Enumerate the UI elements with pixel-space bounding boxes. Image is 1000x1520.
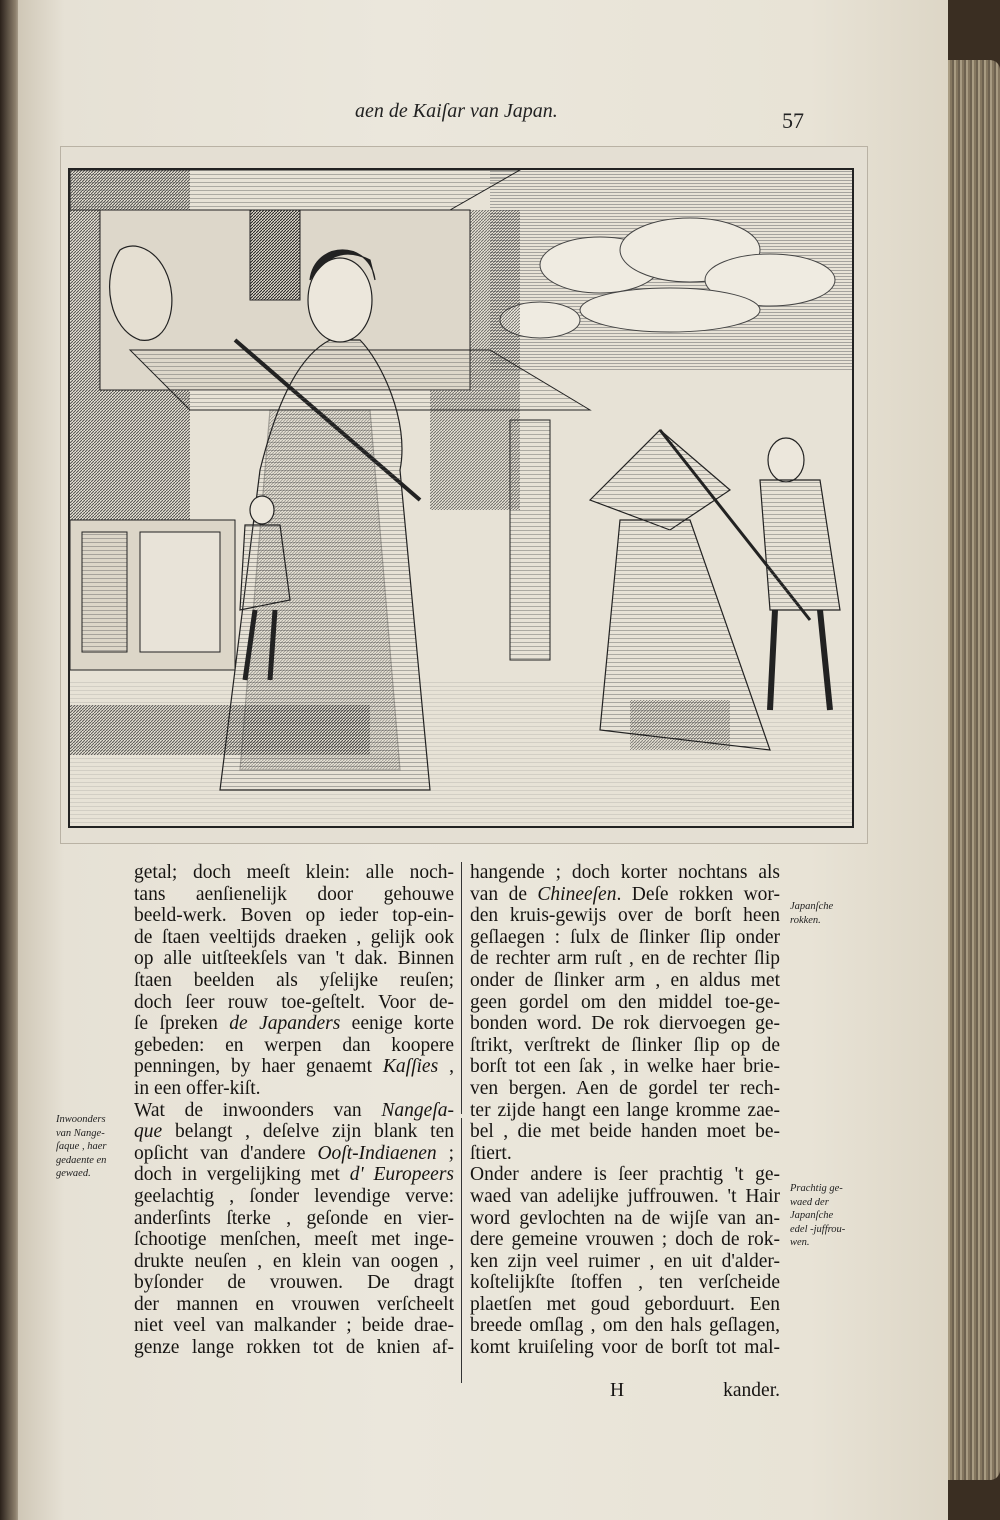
- text-line: [134, 1294, 454, 1316]
- text-segment: ſchootige menſchen, meeſt met inge-: [134, 1229, 454, 1251]
- margin-note-inwoonders: [56, 1113, 106, 1181]
- engraving-illustration: [68, 168, 854, 828]
- text-segment: Wat de inwoonders van: [134, 1099, 382, 1121]
- text-segment: de rechter arm ruſt , en de rechter ſlip: [470, 948, 780, 970]
- text-line: [470, 1186, 780, 1208]
- text-line: [134, 1143, 454, 1165]
- text-line: [470, 1056, 780, 1078]
- text-line: [470, 1294, 780, 1316]
- text-line: [470, 1315, 780, 1337]
- page-edges: [940, 60, 1000, 1480]
- page-footer: [470, 1380, 780, 1402]
- text-segment: byſonder de vrouwen. De dragt: [134, 1272, 454, 1294]
- text-line: [134, 1078, 454, 1100]
- text-segment: gebeden: en werpen dan koopere: [134, 1034, 454, 1056]
- text-segment: doch ſeer rouw toe-geſtelt. Voor de-: [134, 991, 454, 1013]
- text-line: [134, 862, 454, 884]
- text-segment: waed van adelijke juffrouwen. 't Hair: [470, 1185, 780, 1207]
- text-line: [134, 1251, 454, 1273]
- italic-text: d' Europeers: [349, 1164, 454, 1186]
- text-line: [134, 905, 454, 927]
- text-line: [470, 1078, 780, 1100]
- text-segment: . Deſe rokken wor-: [616, 883, 780, 905]
- signature-mark: H: [610, 1380, 625, 1401]
- column-rule: [461, 862, 462, 1114]
- text-line: [470, 927, 780, 949]
- text-segment: de ſtaen veeltijds draeken , gelijk ook: [134, 926, 454, 948]
- column-rule: [461, 1118, 462, 1383]
- text-line: [470, 905, 780, 927]
- text-segment: word gevlochten na de wijſe van an-: [470, 1207, 780, 1229]
- text-segment: belangt , deſelve zijn blank ten: [162, 1121, 454, 1143]
- text-line: [470, 1013, 780, 1035]
- margin-note-japansche-rokken: [790, 900, 833, 927]
- text-segment: in een offer-kiſt.: [134, 1077, 261, 1099]
- text-line: [134, 1035, 454, 1057]
- margin-note-line: edel -juffrou-: [790, 1223, 846, 1235]
- margin-note-prachtig-gewaed: [790, 1182, 845, 1250]
- text-line: [470, 1251, 780, 1273]
- text-line: [470, 1208, 780, 1230]
- text-line: [134, 1013, 454, 1035]
- text-segment: genze lange rokken tot de knien af-: [134, 1337, 454, 1359]
- text-segment: komt kruiſeling voor de borſt tot mal-: [470, 1337, 780, 1359]
- right-text-column: [470, 862, 780, 1359]
- text-line: [134, 948, 454, 970]
- text-line: [134, 1229, 454, 1251]
- text-line: [134, 1208, 454, 1230]
- text-segment: der mannen en vrouwen verſcheelt: [134, 1293, 454, 1315]
- text-segment: borſt tot een ſak , in welke haer brie-: [470, 1056, 780, 1078]
- text-segment: eenige korte: [340, 1013, 454, 1035]
- text-line: [134, 1337, 454, 1359]
- text-line: [134, 1315, 454, 1337]
- text-line: [470, 1121, 780, 1143]
- text-line: [134, 1186, 454, 1208]
- italic-text: que: [134, 1121, 163, 1143]
- catchword: kander.: [723, 1380, 780, 1401]
- text-line: [134, 1121, 454, 1143]
- text-segment: geelachtig , ſonder levendige verve:: [134, 1185, 454, 1207]
- text-segment: niet veel van malkander ; beide drae-: [134, 1315, 454, 1337]
- text-segment: beeld-werk. Boven op ieder top-ein-: [134, 905, 454, 927]
- text-segment: doch in vergelijking met: [134, 1164, 350, 1186]
- text-line: [470, 948, 780, 970]
- text-segment: Onder andere is ſeer prachtig 't ge-: [470, 1164, 780, 1186]
- text-line: [134, 970, 454, 992]
- text-segment: dere gemeine vrouwen ; doch de rok-: [470, 1229, 780, 1251]
- text-line: [470, 1164, 780, 1186]
- italic-text: Chineeſen: [537, 883, 617, 905]
- text-segment: den kruis-gewijs over de borſt heen: [470, 905, 780, 927]
- text-segment: anderſints ſterke , geſonde en vier-: [134, 1207, 454, 1229]
- text-line: [134, 1100, 454, 1122]
- italic-text: Kaſſies: [382, 1056, 439, 1078]
- text-segment: onder de ſlinker arm , en aldus met: [470, 969, 780, 991]
- margin-note-line: van Nange-: [56, 1127, 105, 1139]
- text-segment: geen gordel om den middel toe-ge-: [470, 991, 780, 1013]
- text-segment: tans aenſienelijk door gehouwe: [134, 883, 454, 905]
- text-line: [470, 1337, 780, 1359]
- text-line: [470, 1035, 780, 1057]
- margin-note-line: Japanſche: [790, 1210, 834, 1221]
- text-line: [470, 1272, 780, 1294]
- text-segment: op alle uitſteekſels van 't dak. Binnen: [134, 948, 454, 970]
- text-line: [134, 1272, 454, 1294]
- text-line: [470, 1100, 780, 1122]
- text-segment: ſtiert.: [470, 1142, 512, 1164]
- text-segment: koſtelijkſte ſtoffen , ten verſcheide: [470, 1272, 780, 1294]
- text-segment: ſtrikt, verſtrekt de ſlinker ſlip op de: [470, 1034, 780, 1056]
- text-segment: penningen, by haer genaemt: [134, 1056, 383, 1078]
- text-line: [470, 1229, 780, 1251]
- text-line: [134, 927, 454, 949]
- margin-note-line: rokken.: [790, 914, 821, 926]
- text-segment: opſicht van d'andere: [134, 1142, 318, 1164]
- margin-note-line: ſaque , haer: [56, 1141, 107, 1152]
- text-segment: ven bergen. Aen de gordel ter rech-: [470, 1077, 780, 1099]
- margin-note-line: wen.: [790, 1237, 810, 1248]
- text-line: [470, 970, 780, 992]
- text-line: [134, 1164, 454, 1186]
- text-line: [470, 884, 780, 906]
- margin-note-line: Inwoonders: [56, 1114, 106, 1125]
- text-segment: getal; doch meeſt klein: alle noch-: [134, 862, 454, 883]
- text-segment: bonden word. De rok diervoegen ge-: [470, 1013, 780, 1035]
- text-segment: bel , die met beide handen moet be-: [470, 1121, 780, 1143]
- text-line: [470, 862, 780, 884]
- italic-text: Nangeſa-: [381, 1099, 454, 1121]
- text-segment: ken zijn veel ruimer , en uit d'alder-: [470, 1250, 780, 1272]
- text-segment: ſtaen beelden als yſelijke reuſen;: [134, 969, 454, 991]
- text-segment: breede omſlag , om den hals geſlagen,: [470, 1315, 780, 1337]
- text-segment: ſe ſpreken: [134, 1013, 230, 1035]
- left-text-column: [134, 862, 454, 1359]
- margin-note-line: waed der: [790, 1196, 829, 1208]
- margin-note-line: gewaed.: [56, 1168, 91, 1179]
- text-line: [134, 992, 454, 1014]
- text-segment: van de: [470, 883, 538, 905]
- margin-note-line: gedaente en: [56, 1154, 107, 1166]
- text-segment: hangende ; doch korter nochtans als: [470, 862, 780, 883]
- margin-note-line: Japanſche: [790, 901, 834, 912]
- margin-note-line: Prachtig ge-: [790, 1183, 843, 1194]
- italic-text: de Japanders: [229, 1013, 341, 1035]
- text-segment: drukte neuſen , en klein van oogen ,: [134, 1250, 454, 1272]
- running-title: aen de Kaiſar van Japan.: [355, 100, 558, 122]
- text-line: [470, 1143, 780, 1165]
- text-segment: plaetſen met goud geborduurt. Een: [470, 1293, 780, 1315]
- text-segment: geſlaegen : ſulx de ſlinker ſlip onder: [470, 926, 780, 948]
- text-segment: ter zijde hangt een lange kromme zae-: [470, 1099, 780, 1121]
- text-segment: ,: [438, 1056, 454, 1078]
- text-line: [134, 1056, 454, 1078]
- italic-text: Ooſt-Indiaenen: [317, 1142, 437, 1164]
- text-segment: ;: [436, 1142, 454, 1164]
- page-number: 57: [782, 108, 804, 133]
- text-line: [134, 884, 454, 906]
- text-line: [470, 992, 780, 1014]
